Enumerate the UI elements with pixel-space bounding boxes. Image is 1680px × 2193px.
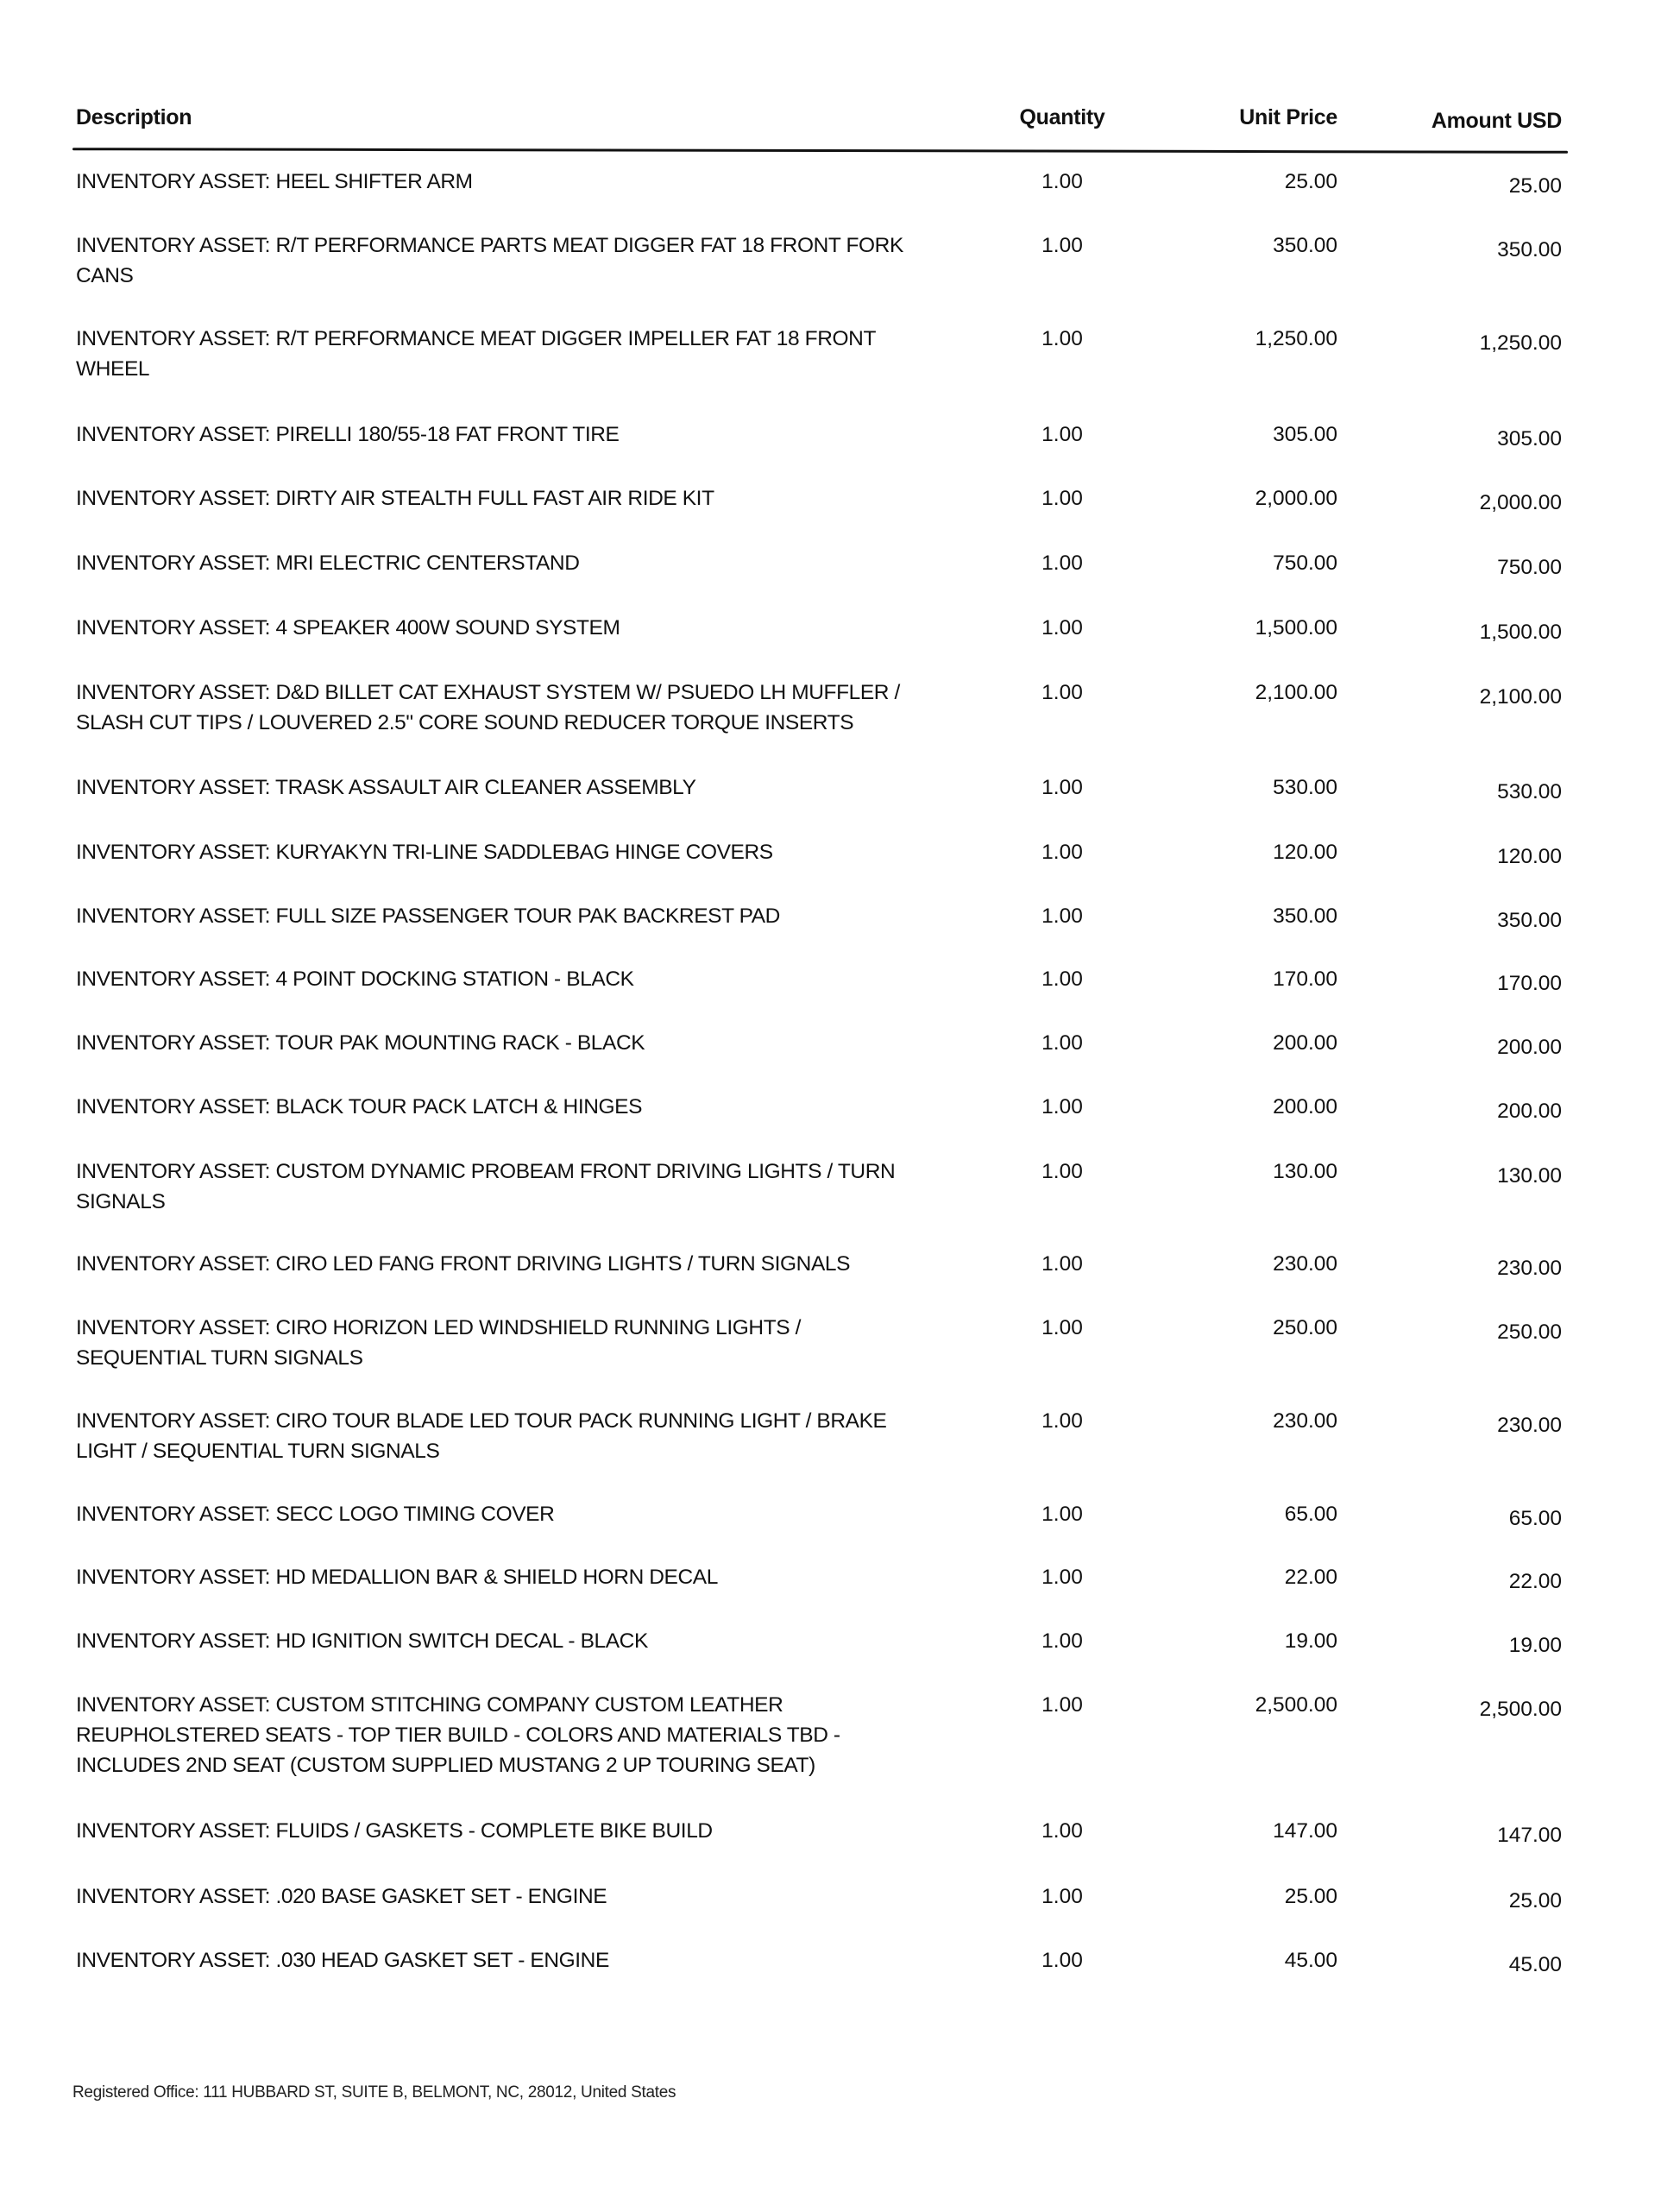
row-unit-price: 1,500.00 bbox=[1255, 616, 1337, 640]
row-description: INVENTORY ASSET: HD MEDALLION BAR & SHIELD HORN DECAL bbox=[76, 1566, 718, 1589]
row-quantity: 1.00 bbox=[1041, 967, 1083, 991]
row-quantity: 1.00 bbox=[1041, 487, 1083, 510]
row-description: INVENTORY ASSET: FULL SIZE PASSENGER TOUR PAK BACKREST PAD bbox=[76, 904, 780, 928]
row-amount: 22.00 bbox=[1508, 1570, 1562, 1593]
row-amount: 530.00 bbox=[1497, 780, 1562, 803]
row-description: INVENTORY ASSET: .030 HEAD GASKET SET - ENGINE bbox=[76, 1949, 609, 1972]
header-divider bbox=[72, 148, 1568, 154]
row-description: INVENTORY ASSET: R/T PERFORMANCE MEAT DIGGER IMPELLER FAT 18 FRONT WHEEL bbox=[76, 327, 876, 381]
column-header-quantity: Quantity bbox=[1019, 105, 1105, 129]
row-unit-price: 305.00 bbox=[1273, 423, 1337, 446]
row-unit-price: 2,100.00 bbox=[1255, 681, 1337, 704]
row-amount: 200.00 bbox=[1497, 1100, 1562, 1123]
row-description: INVENTORY ASSET: FLUIDS / GASKETS - COMPLETE BIKE BUILD bbox=[76, 1819, 713, 1843]
row-description: INVENTORY ASSET: CIRO TOUR BLADE LED TOUR PACK RUNNING LIGHT / BRAKE LIGHT / SEQUENTIAL TURN SIGNALS bbox=[76, 1409, 887, 1463]
column-header-amount: Amount USD bbox=[1431, 109, 1562, 133]
row-unit-price: 45.00 bbox=[1284, 1949, 1337, 1972]
row-amount: 130.00 bbox=[1497, 1164, 1562, 1188]
row-unit-price: 1,250.00 bbox=[1255, 327, 1337, 350]
row-amount: 305.00 bbox=[1497, 427, 1562, 451]
row-description: INVENTORY ASSET: 4 SPEAKER 400W SOUND SYSTEM bbox=[76, 616, 620, 640]
row-amount: 25.00 bbox=[1508, 1889, 1562, 1913]
row-unit-price: 120.00 bbox=[1273, 841, 1337, 864]
row-unit-price: 200.00 bbox=[1273, 1031, 1337, 1055]
row-unit-price: 530.00 bbox=[1273, 776, 1337, 799]
row-amount: 1,250.00 bbox=[1479, 331, 1562, 355]
row-quantity: 1.00 bbox=[1041, 904, 1083, 928]
row-description: INVENTORY ASSET: PIRELLI 180/55-18 FAT FRONT TIRE bbox=[76, 423, 620, 446]
row-amount: 2,000.00 bbox=[1479, 491, 1562, 514]
row-description: INVENTORY ASSET: DIRTY AIR STEALTH FULL FAST AIR RIDE KIT bbox=[76, 487, 714, 510]
row-description: INVENTORY ASSET: 4 POINT DOCKING STATION - BLACK bbox=[76, 967, 634, 991]
row-quantity: 1.00 bbox=[1041, 1252, 1083, 1276]
row-unit-price: 19.00 bbox=[1284, 1629, 1337, 1653]
row-unit-price: 2,500.00 bbox=[1255, 1693, 1337, 1717]
row-amount: 1,500.00 bbox=[1479, 621, 1562, 644]
row-amount: 200.00 bbox=[1497, 1036, 1562, 1059]
row-quantity: 1.00 bbox=[1041, 1160, 1083, 1183]
row-unit-price: 65.00 bbox=[1284, 1503, 1337, 1526]
row-amount: 25.00 bbox=[1508, 174, 1562, 198]
row-amount: 19.00 bbox=[1508, 1634, 1562, 1657]
row-description: INVENTORY ASSET: SECC LOGO TIMING COVER bbox=[76, 1503, 555, 1526]
row-quantity: 1.00 bbox=[1041, 841, 1083, 864]
row-unit-price: 200.00 bbox=[1273, 1095, 1337, 1119]
row-quantity: 1.00 bbox=[1041, 1949, 1083, 1972]
row-quantity: 1.00 bbox=[1041, 1885, 1083, 1908]
row-description: INVENTORY ASSET: R/T PERFORMANCE PARTS MEAT DIGGER FAT 18 FRONT FORK CANS bbox=[76, 234, 903, 287]
row-quantity: 1.00 bbox=[1041, 1409, 1083, 1433]
row-description: INVENTORY ASSET: D&D BILLET CAT EXHAUST SYSTEM W/ PSUEDO LH MUFFLER / SLASH CUT TIPS / LOUVERED 2.5" CORE SOUND REDUCER TORQUE INSERTS bbox=[76, 681, 900, 734]
registered-office-footer: Registered Office: 111 HUBBARD ST, SUITE B, BELMONT, NC, 28012, United States bbox=[72, 2083, 676, 2102]
row-quantity: 1.00 bbox=[1041, 1629, 1083, 1653]
row-amount: 65.00 bbox=[1508, 1507, 1562, 1530]
row-quantity: 1.00 bbox=[1041, 551, 1083, 575]
row-unit-price: 25.00 bbox=[1284, 1885, 1337, 1908]
row-description: INVENTORY ASSET: CUSTOM STITCHING COMPANY CUSTOM LEATHER REUPHOLSTERED SEATS - TOP TIER BUILD - COLORS AND MATERIALS TBD - INCLUDES 2ND SEAT (CUSTOM SUPPLIED MUSTANG 2 UP TOURING SEAT) bbox=[76, 1693, 840, 1777]
row-quantity: 1.00 bbox=[1041, 423, 1083, 446]
row-unit-price: 350.00 bbox=[1273, 904, 1337, 928]
row-unit-price: 2,000.00 bbox=[1255, 487, 1337, 510]
row-amount: 120.00 bbox=[1497, 845, 1562, 868]
row-amount: 750.00 bbox=[1497, 556, 1562, 579]
row-quantity: 1.00 bbox=[1041, 681, 1083, 704]
row-quantity: 1.00 bbox=[1041, 776, 1083, 799]
row-amount: 250.00 bbox=[1497, 1320, 1562, 1344]
row-amount: 350.00 bbox=[1497, 238, 1562, 262]
row-description: INVENTORY ASSET: BLACK TOUR PACK LATCH & HINGES bbox=[76, 1095, 643, 1119]
column-header-description: Description bbox=[76, 105, 192, 129]
row-description: INVENTORY ASSET: HEEL SHIFTER ARM bbox=[76, 170, 473, 193]
row-quantity: 1.00 bbox=[1041, 234, 1083, 257]
row-description: INVENTORY ASSET: CUSTOM DYNAMIC PROBEAM FRONT DRIVING LIGHTS / TURN SIGNALS bbox=[76, 1160, 896, 1213]
row-quantity: 1.00 bbox=[1041, 170, 1083, 193]
row-amount: 45.00 bbox=[1508, 1953, 1562, 1976]
row-amount: 2,500.00 bbox=[1479, 1698, 1562, 1721]
row-description: INVENTORY ASSET: HD IGNITION SWITCH DECAL - BLACK bbox=[76, 1629, 648, 1653]
row-quantity: 1.00 bbox=[1041, 1503, 1083, 1526]
row-unit-price: 130.00 bbox=[1273, 1160, 1337, 1183]
row-unit-price: 147.00 bbox=[1273, 1819, 1337, 1843]
row-unit-price: 170.00 bbox=[1273, 967, 1337, 991]
row-description: INVENTORY ASSET: MRI ELECTRIC CENTERSTAND bbox=[76, 551, 580, 575]
row-unit-price: 230.00 bbox=[1273, 1252, 1337, 1276]
row-description: INVENTORY ASSET: CIRO LED FANG FRONT DRIVING LIGHTS / TURN SIGNALS bbox=[76, 1252, 851, 1276]
row-amount: 350.00 bbox=[1497, 909, 1562, 932]
row-amount: 147.00 bbox=[1497, 1824, 1562, 1847]
row-quantity: 1.00 bbox=[1041, 1316, 1083, 1339]
row-amount: 230.00 bbox=[1497, 1414, 1562, 1437]
row-quantity: 1.00 bbox=[1041, 1095, 1083, 1119]
row-quantity: 1.00 bbox=[1041, 327, 1083, 350]
row-unit-price: 350.00 bbox=[1273, 234, 1337, 257]
row-amount: 170.00 bbox=[1497, 972, 1562, 995]
row-unit-price: 22.00 bbox=[1284, 1566, 1337, 1589]
row-amount: 230.00 bbox=[1497, 1257, 1562, 1280]
row-unit-price: 25.00 bbox=[1284, 170, 1337, 193]
row-quantity: 1.00 bbox=[1041, 1819, 1083, 1843]
row-unit-price: 230.00 bbox=[1273, 1409, 1337, 1433]
row-unit-price: 750.00 bbox=[1273, 551, 1337, 575]
row-description: INVENTORY ASSET: TRASK ASSAULT AIR CLEANER ASSEMBLY bbox=[76, 776, 696, 799]
row-amount: 2,100.00 bbox=[1479, 685, 1562, 709]
row-quantity: 1.00 bbox=[1041, 1566, 1083, 1589]
row-description: INVENTORY ASSET: TOUR PAK MOUNTING RACK - BLACK bbox=[76, 1031, 645, 1055]
row-quantity: 1.00 bbox=[1041, 1031, 1083, 1055]
row-quantity: 1.00 bbox=[1041, 616, 1083, 640]
column-header-unit-price: Unit Price bbox=[1239, 105, 1337, 129]
row-unit-price: 250.00 bbox=[1273, 1316, 1337, 1339]
row-description: INVENTORY ASSET: CIRO HORIZON LED WINDSHIELD RUNNING LIGHTS / SEQUENTIAL TURN SIGNALS bbox=[76, 1316, 802, 1370]
row-description: INVENTORY ASSET: KURYAKYN TRI-LINE SADDLEBAG HINGE COVERS bbox=[76, 841, 773, 864]
row-description: INVENTORY ASSET: .020 BASE GASKET SET - ENGINE bbox=[76, 1885, 607, 1908]
row-quantity: 1.00 bbox=[1041, 1693, 1083, 1717]
